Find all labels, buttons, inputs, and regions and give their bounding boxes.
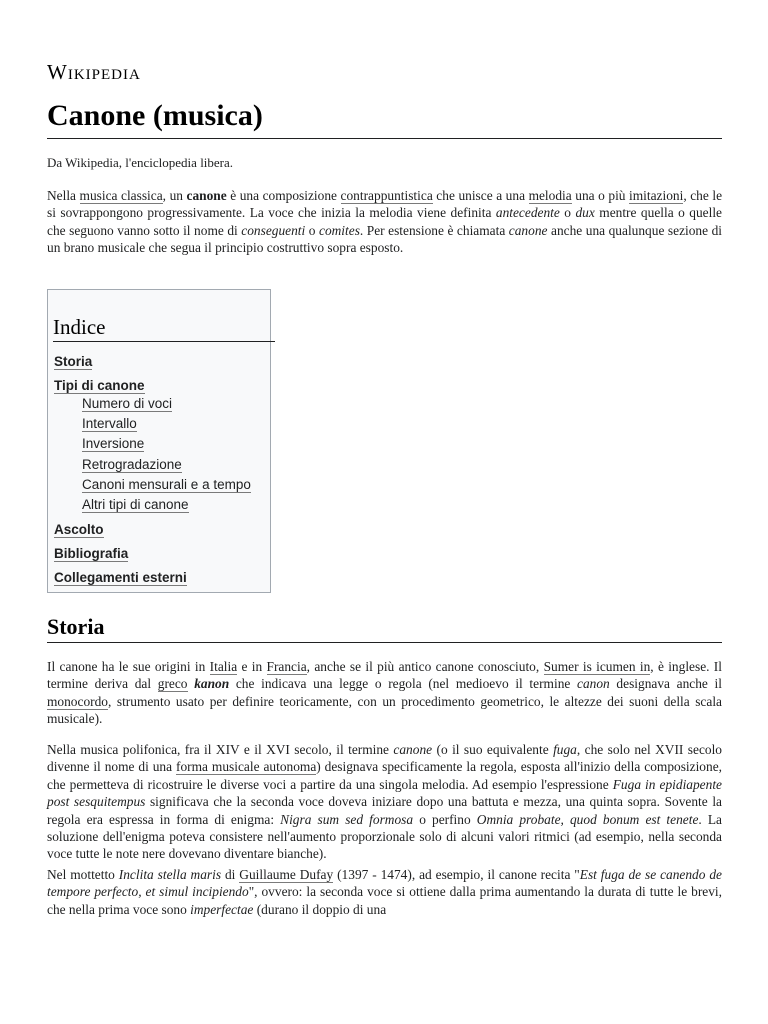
text: (o il suo equivalente xyxy=(432,742,554,757)
page-title: Canone (musica) xyxy=(47,96,722,139)
italic-term: Inclita stella maris xyxy=(118,867,222,882)
text: Nella xyxy=(47,188,80,203)
link-francia[interactable]: Francia xyxy=(266,659,307,674)
toc-item-ascolto[interactable] xyxy=(54,518,251,542)
text: , anche se il più antico canone conosciuto, xyxy=(306,659,544,674)
toc-link[interactable]: Storia xyxy=(54,354,93,369)
text: Nella musica polifonica, fra il XIV e il XVI secolo, il termine xyxy=(47,742,394,757)
italic-term: Nigra sum sed formosa xyxy=(280,811,414,827)
toc-subitem-retrogradazione[interactable] xyxy=(82,455,251,475)
text: . La soluzione dell'enigma poteva consistere nell'aumento proporzionale solo di alcuni valori ritmici (ad esempio, nella seconda voce tutte le note nere dovevano diventare bianche). xyxy=(47,811,722,862)
link-monocordo[interactable]: monocordo xyxy=(47,693,108,709)
toc-item-bibliografia[interactable] xyxy=(54,542,251,566)
toc-list xyxy=(54,350,251,590)
toc-link[interactable]: Tipi di canone xyxy=(54,378,145,393)
text: che unisce a una xyxy=(432,188,529,203)
storia-paragraph-3 xyxy=(47,866,722,918)
storia-paragraph-1 xyxy=(47,658,722,728)
bold-italic-term: kanon xyxy=(194,676,230,692)
link-sumer-is-icumen-in[interactable]: Sumer is icumen in xyxy=(543,659,651,674)
storia-paragraph-2 xyxy=(47,741,722,863)
text: designava anche il xyxy=(609,676,722,692)
text: , che solo nel XVII secolo divenne il nome di una xyxy=(47,742,722,775)
link-melodia[interactable]: melodia xyxy=(528,188,572,203)
section-heading-storia: Storia xyxy=(47,612,722,643)
toc-sublist xyxy=(54,394,251,515)
toc-link[interactable]: Altri tipi di canone xyxy=(82,497,189,513)
link-guillaume-dufay[interactable]: Guillaume Dufay xyxy=(239,867,334,882)
tagline: Da Wikipedia, l'enciclopedia libera. xyxy=(47,155,234,170)
text: , strumento usato per definire teoricamente, con un procedimento geometrico, le altezze dei suoni della scala musicale). xyxy=(47,693,722,727)
link-italia[interactable]: Italia xyxy=(209,659,238,674)
toc-link[interactable]: Inversione xyxy=(82,436,145,452)
toc-link[interactable]: Ascolto xyxy=(54,522,104,538)
link-greco[interactable]: greco xyxy=(157,676,188,692)
toc-link[interactable]: Numero di voci xyxy=(82,396,173,411)
text: è una composizione xyxy=(226,188,341,203)
italic-term: comites xyxy=(319,222,360,238)
text: mentre quella o quelle che seguono vanno sotto il nome di xyxy=(47,205,722,238)
text: ", ovvero: la seconda voce si ottiene dalla prima aumentando la durata di tutte le brevi, che nella prima voce sono xyxy=(47,884,722,917)
table-of-contents xyxy=(47,289,271,593)
text: anche una qualunque sezione di un brano musicale che segua il principio costruttivo sopra esposto. xyxy=(47,222,723,256)
toc-subitem-altri-tipi[interactable] xyxy=(82,495,251,515)
link-musica-classica[interactable]: musica classica xyxy=(79,188,163,203)
toc-link[interactable]: Canoni mensurali e a tempo xyxy=(82,476,251,492)
toc-subitem-canoni-mensurali[interactable] xyxy=(82,475,251,495)
text: o xyxy=(559,205,576,221)
italic-term: canon xyxy=(577,676,610,692)
toc-title: Indice xyxy=(53,313,275,342)
text: , che le si sovrappongono progressivamente. La voce che inizia la melodia viene definita xyxy=(47,188,723,221)
italic-term: Fuga in epidiapente post sesquitempus xyxy=(47,776,722,810)
italic-term: fuga xyxy=(553,742,577,757)
toc-item-collegamenti-esterni[interactable] xyxy=(54,566,251,590)
link-imitazioni[interactable]: imitazioni xyxy=(629,188,684,203)
toc-item-tipi-di-canone[interactable] xyxy=(54,374,251,515)
bold-term: canone xyxy=(186,188,227,203)
toc-link[interactable]: Collegamenti esterni xyxy=(54,570,187,586)
italic-term: antecedente xyxy=(495,205,560,221)
text: , è inglese. Il termine deriva dal xyxy=(47,659,722,692)
text: Nel mottetto xyxy=(47,867,119,882)
text: (1397 - 1474), ad esempio, il canone recita " xyxy=(333,867,580,882)
toc-item-storia[interactable] xyxy=(54,350,251,374)
toc-link[interactable]: Bibliografia xyxy=(54,546,129,562)
italic-term: canone xyxy=(393,742,433,757)
text: . Per estensione è chiamata xyxy=(359,222,509,238)
text: , un xyxy=(162,188,187,203)
italic-term: conseguenti xyxy=(241,222,306,238)
toc-subitem-numero-di-voci[interactable] xyxy=(82,394,251,414)
text: ) designava specificamente la regola, esposta all'inizio della composizione, che permetteva di ricostruire le diverse voci a partire da una singola melodia. Ad esempio l'espressione xyxy=(47,759,722,792)
text: Il canone ha le sue origini in xyxy=(47,659,210,674)
link-contrappuntistica[interactable]: contrappuntistica xyxy=(340,188,433,203)
italic-term: canone xyxy=(508,222,548,238)
text: che indicava una legge o regola (nel medioevo il termine xyxy=(229,676,578,692)
text: significava che la seconda voce doveva iniziare dopo una battuta e mezza, una quinta sopra. Sovente la regola era espressa in forma di enigma: xyxy=(47,794,722,827)
italic-term: Omnia probate, quod bonum est tenete xyxy=(476,811,699,827)
text: (durano il doppio di una xyxy=(253,901,387,917)
wikipedia-logo[interactable]: Wikipedia xyxy=(47,60,141,84)
text: o xyxy=(305,222,319,238)
toc-subitem-intervallo[interactable] xyxy=(82,414,251,434)
text: una o più xyxy=(571,188,630,203)
toc-subitem-inversione[interactable] xyxy=(82,434,251,454)
text: o perfino xyxy=(413,811,477,827)
toc-link[interactable]: Intervallo xyxy=(82,416,137,432)
link-forma-musicale-autonoma[interactable]: forma musicale autonoma xyxy=(176,759,317,775)
toc-link[interactable]: Retrogradazione xyxy=(82,456,182,472)
italic-term: dux xyxy=(575,205,595,221)
lead-paragraph xyxy=(47,187,722,257)
italic-quote: Est fuga de se canendo de tempore perfecto, et simul incipiendo xyxy=(47,867,722,900)
text: e in xyxy=(237,659,267,674)
text: di xyxy=(221,867,240,882)
italic-term: imperfectae xyxy=(190,901,254,917)
